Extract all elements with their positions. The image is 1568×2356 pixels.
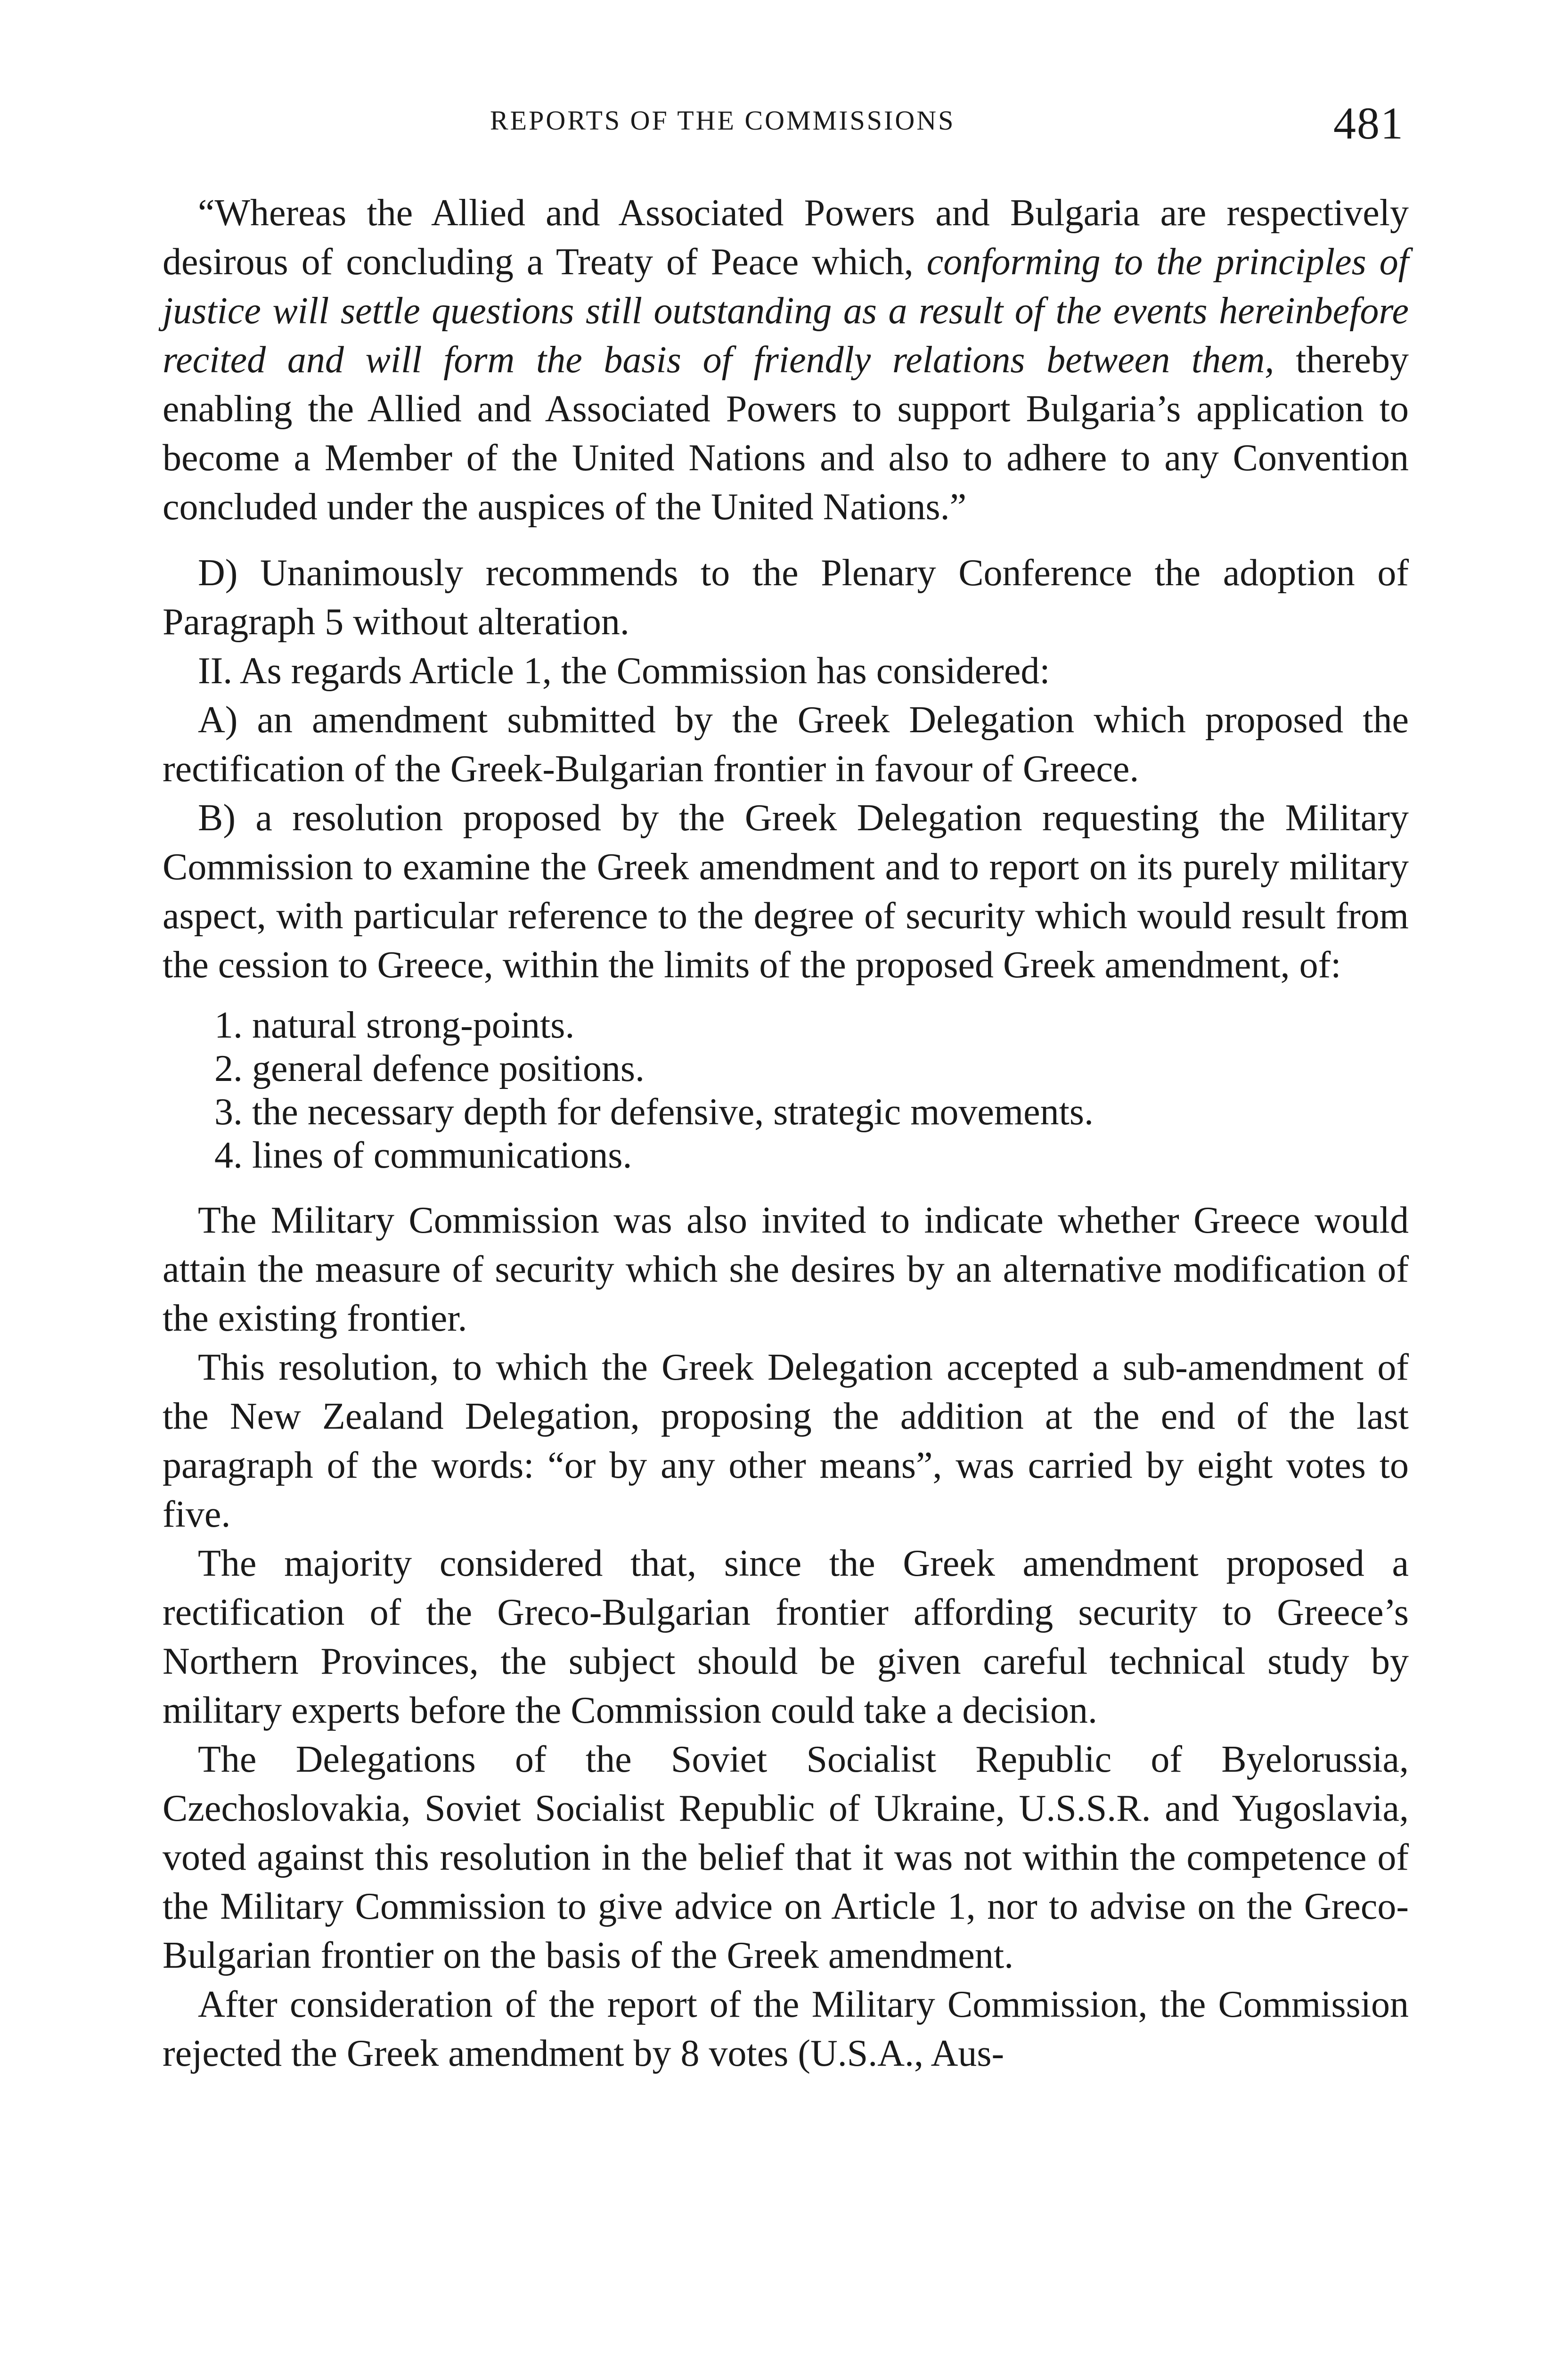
- paragraph-ii: II. As regards Article 1, the Commission has considered:: [198, 650, 1050, 692]
- list-item: [214, 1004, 1409, 1047]
- list-item-text: general defence positions.: [252, 1048, 645, 1089]
- paragraph-b: B) a resolution proposed by the Greek Delegation requesting the Military Commission to examine the Greek amendment and to report on its purely military aspect, with particular reference to the degree of security which would result from the cession to Greece, within the limits of the proposed Greek amendment, of:: [163, 797, 1409, 986]
- page-number: 481: [1333, 98, 1404, 148]
- military-aspects-list: [163, 1004, 1409, 1177]
- list-item: [214, 1090, 1409, 1134]
- list-item: [214, 1047, 1409, 1090]
- quoted-preamble: [163, 188, 1409, 532]
- paragraph-a: A) an amendment submitted by the Greek Delegation which proposed the rectification of the Greek-Bulgarian frontier in favour of Greece.: [163, 699, 1409, 790]
- list-item-number: 1.: [214, 1005, 243, 1046]
- list-item: [214, 1134, 1409, 1177]
- list-item-text: lines of communications.: [252, 1135, 632, 1176]
- paragraph-d: D) Unanimously recommends to the Plenary Conference the adoption of Paragraph 5 without alteration.: [163, 552, 1409, 643]
- list-item-text: the necessary depth for defensive, strategic movements.: [252, 1091, 1094, 1133]
- paragraph-majority: The majority considered that, since the Greek amendment proposed a rectification of the Greco-Bulgarian frontier affording security to Greece’s Northern Provinces, the subject should be given careful technical study by military experts before the Commission could take a decision.: [163, 1543, 1409, 1731]
- list-item-number: 4.: [214, 1135, 243, 1176]
- paragraph-delegations: The Delegations of the Soviet Socialist Republic of Byelorussia, Czechoslovakia, Soviet Socialist Republic of Ukraine, U.S.S.R. and Yugoslavia, voted against this resolution in the belief that it was not within the competence of the Military Commission to give advice on Article 1, nor to advise on the Greco-Bulgarian frontier on the basis of the Greek amendment.: [163, 1739, 1409, 1976]
- quote-italic: conforming to the principles of justice will settle questions still outstanding as a result of the events hereinbefore recited and will form the basis of friendly relations between them,: [163, 241, 1409, 381]
- paragraph-after-consideration: After consideration of the report of the Military Commission, the Commission rejected the Greek amendment by 8 votes (U.S.A., Aus-: [163, 1984, 1409, 2074]
- body-text: [163, 188, 1409, 2078]
- list-item-text: natural strong-points.: [252, 1005, 575, 1046]
- list-item-number: 2.: [214, 1048, 243, 1089]
- paragraph-resolution: This resolution, to which the Greek Delegation accepted a sub-amendment of the New Zealand Delegation, proposing the addition at the end of the last paragraph of the words: “or by any other means”, was carried by eight votes to five.: [163, 1347, 1409, 1535]
- quote-part-2: thereby enabling the Allied and Associated Powers to support Bulgaria’s application to become a Member of the United Nations and also to adhere to any Convention concluded under the auspices of the United Nations.”: [163, 339, 1409, 528]
- list-item-number: 3.: [214, 1091, 243, 1133]
- quote-part-1: “Whereas the Allied and Associated Powers and Bulgaria are respectively desirous of concluding a Treaty of Peace which,: [163, 192, 1409, 283]
- running-head: REPORTS OF THE COMMISSIONS: [490, 105, 956, 136]
- paragraph-military-commission: The Military Commission was also invited to indicate whether Greece would attain the measure of security which she desires by an alternative modification of the existing frontier.: [163, 1200, 1409, 1339]
